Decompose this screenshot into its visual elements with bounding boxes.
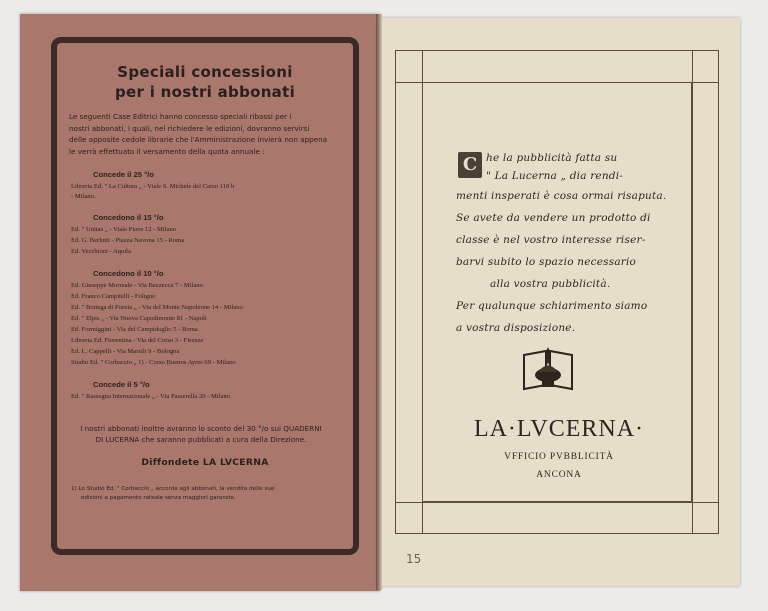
ad-line: menti insperati è cosa ormai risaputa.	[456, 190, 667, 202]
publisher-entry: Libreria Ed. Fiorentina - Via del Corso 3 - Firenze	[71, 337, 204, 344]
footnote	[71, 485, 333, 503]
intro-line: le verrà effettuato il versamento della quota annuale :	[69, 146, 265, 156]
ad-line: a vostra disposizione.	[456, 322, 576, 334]
publisher-entry: Ed. L. Cappelli - Via Marsili 9 - Bologna	[71, 348, 180, 355]
left-title-line1: Speciali concessioni	[117, 63, 293, 81]
section-heading: Concedono il 15 °/o	[93, 213, 164, 222]
closing-note	[71, 423, 331, 445]
publisher-entry: Ed. " Bottega di Poesia „ - Via del Monte Napoleone 14 - Milano	[71, 304, 243, 311]
ad-line: barvi subito lo spazio necessario	[456, 256, 637, 268]
intro-line: Le seguenti Case Editrici hanno concesso speciali ribassi per i	[69, 112, 292, 121]
closing-line: DI LUCERNA che saranno pubblicati a cura della Direzione.	[95, 435, 307, 444]
publisher-entry: Ed. Formiggini - Via del Campidoglio 5 - Roma	[71, 326, 198, 333]
frame-divider	[395, 502, 719, 503]
slogan: Diffondete LA LVCERNA	[141, 457, 269, 468]
decorated-initial: C	[458, 152, 482, 178]
section-heading: Concede il 25 °/o	[93, 170, 154, 179]
brand-name: LA·LVCERNA·	[473, 416, 645, 442]
publisher-entry: Ed. Giuseppe Morreale - Via Bezzecca 7 - Milano	[71, 282, 203, 289]
ad-line: Se avete da vendere un prodotto di	[456, 212, 651, 224]
ad-line: classe è nel vostro interesse riser-	[456, 234, 646, 246]
oil-lamp-book-icon	[520, 345, 576, 393]
left-page-frame	[51, 37, 359, 555]
left-page	[20, 14, 380, 591]
intro-line: nostri abbonati, i quali, nel richiedere le edizioni, dovranno servirsi	[69, 123, 310, 133]
city-label: ANCONA	[536, 470, 582, 480]
publisher-entry: Ed. " Elpis „ - Via Nuova Capodimonte 81 - Napoli	[71, 315, 207, 322]
intro-line: delle apposite cedole librarie che l'Amministrazione invierà non appena	[69, 135, 328, 145]
office-label: VFFICIO PVBBLICITÀ	[504, 452, 614, 462]
section-heading: Concede il 5 °/o	[93, 380, 150, 389]
publisher-entry: Ed. " Rassegna Internazionale „ - Via Passerella 20 - Milano	[71, 393, 231, 400]
section-heading: Concedono il 10 °/o	[93, 269, 164, 278]
ad-line: alla vostra pubblicità.	[490, 278, 611, 290]
publisher-entry: Ed. " Unitas „ - Viale Piave 12 - Milano	[71, 226, 177, 233]
footnote-line: edizioni a pagamento rateale senza maggiori garanzie.	[81, 495, 236, 501]
publisher-entry: - Milano.	[71, 193, 96, 200]
pencil-mark: 15	[406, 552, 422, 566]
publisher-entry: Ed. Franco Campitelli - Foligno	[71, 293, 156, 300]
intro-paragraph	[69, 111, 345, 157]
ad-line: " La Lucerna „ dia rendi-	[486, 170, 624, 182]
closing-line: I nostri abbonati inoltre avranno lo sconto del 30 °/o sui QUADERNI	[80, 424, 322, 433]
left-title-line2: per i nostri abbonati	[114, 83, 296, 101]
footnote-line: 1) Lo Studio Ed. " Corbaccio „ accorda agli abbonati, la vendita delle sue	[71, 486, 275, 492]
frame-divider	[395, 82, 719, 83]
right-page	[378, 18, 740, 586]
publisher-entry: Libreria Ed. " La Cultura „ - Viale S. Michele del Carso 110 b	[71, 183, 235, 190]
publisher-entry: Ed. Vecchioni - Aquila	[71, 248, 131, 255]
book-gutter	[376, 14, 382, 590]
publisher-entry: Studio Ed. " Corbaccio „ 1) - Corso Buenos Ayres 69 - Milano	[71, 359, 236, 366]
publisher-entry: Ed. G. Berlutti - Piazza Navona 15 - Roma	[71, 237, 185, 244]
ad-line: Per qualunque schiarimento siamo	[456, 300, 648, 312]
ad-line: he la pubblicità fatta su	[486, 152, 618, 164]
